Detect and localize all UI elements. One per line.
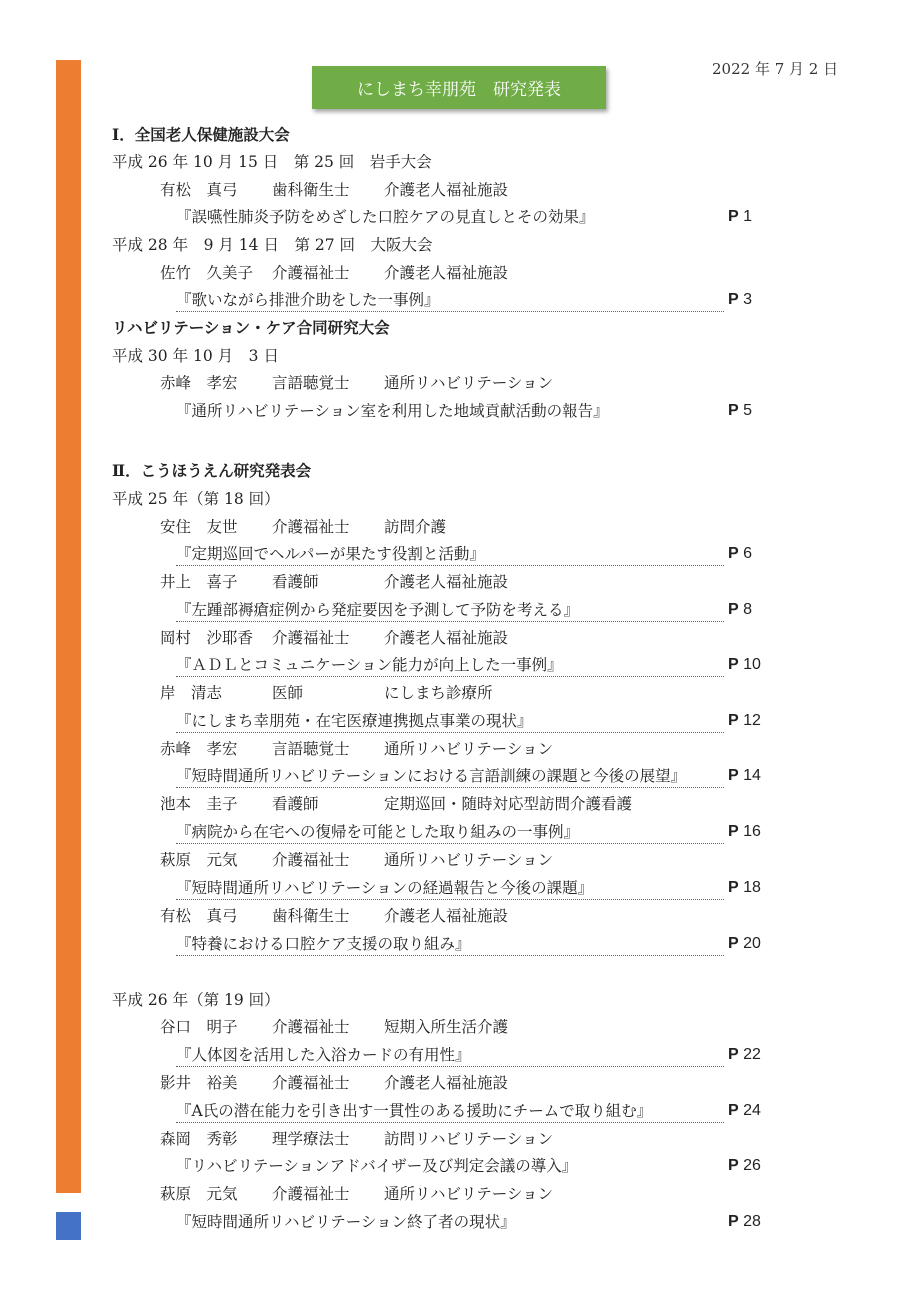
paper-title: 『短時間通所リハビリテーションの経過報告と今後の課題』 xyxy=(176,877,724,900)
page-prefix: P xyxy=(728,291,739,308)
author-name: 岡村 沙耶香 xyxy=(160,629,254,647)
page-ref xyxy=(728,765,761,787)
author-name: 影井 裕美 xyxy=(160,1074,238,1092)
page-prefix: P xyxy=(728,712,739,729)
page-prefix: P xyxy=(728,1157,739,1174)
author-facility: 訪問介護 xyxy=(384,518,447,536)
page-prefix: P xyxy=(728,879,739,896)
blue-side-square xyxy=(56,1212,81,1240)
author-line xyxy=(160,516,446,538)
author-line xyxy=(160,571,508,593)
author-facility: 通所リハビリテーション xyxy=(384,851,554,869)
page-ref xyxy=(728,877,761,899)
page-ref xyxy=(728,599,752,621)
page-ref xyxy=(728,1211,761,1233)
author-name: 森岡 秀彰 xyxy=(160,1130,238,1148)
page-title-text: にしまち幸朋苑 研究発表 xyxy=(357,80,561,100)
paper-title: 『通所リハビリテーション室を利用した地域貢献活動の報告』 xyxy=(176,402,609,420)
page-number: 26 xyxy=(743,1157,761,1174)
paper-title: 『短時間通所リハビリテーション終了者の現状』 xyxy=(176,1213,516,1231)
author-line xyxy=(160,1072,508,1094)
group-label: 平成 25 年（第 18 回） xyxy=(112,490,280,508)
author-role: 介護福祉士 xyxy=(272,629,350,647)
event-label: 平成 28 年 9 月 14 日 第 27 回 大阪大会 xyxy=(112,236,433,254)
author-role: 理学療法士 xyxy=(272,1130,350,1148)
author-role: 看護師 xyxy=(272,573,319,591)
page-prefix: P xyxy=(728,601,739,618)
paper-title: 『人体図を活用した入浴カードの有用性』 xyxy=(176,1044,724,1067)
page-ref xyxy=(728,289,752,311)
author-line xyxy=(160,1128,553,1150)
author-role: 看護師 xyxy=(272,795,319,813)
page-number: 12 xyxy=(743,712,761,729)
author-facility: 通所リハビリテーション xyxy=(384,1185,554,1203)
page-prefix: P xyxy=(728,935,739,952)
author-line xyxy=(160,738,553,760)
page-number: 5 xyxy=(743,402,753,419)
event-label: 平成 26 年 10 月 15 日 第 25 回 岩手大会 xyxy=(112,153,432,171)
author-facility: 通所リハビリテーション xyxy=(384,374,554,392)
section-2-heading: Ⅱ．こうほうえん研究発表会 xyxy=(112,461,312,480)
paper-title: 『にしまち幸朋苑・在宅医療連携拠点事業の現状』 xyxy=(176,710,724,733)
author-line xyxy=(160,179,508,201)
author-facility: 短期入所生活介護 xyxy=(384,1018,509,1036)
page-prefix: P xyxy=(728,545,739,562)
author-role: 歯科衛生士 xyxy=(272,181,350,199)
author-facility: にしまち診療所 xyxy=(384,684,493,702)
author-facility: 介護老人福祉施設 xyxy=(384,629,509,647)
paper-title: 『A氏の潜在能力を引き出す一貫性のある援助にチームで取り組む』 xyxy=(176,1100,724,1123)
page-prefix: P xyxy=(728,1213,739,1230)
author-facility: 定期巡回・随時対応型訪問介護看護 xyxy=(384,795,633,813)
page-prefix: P xyxy=(728,656,739,673)
page-prefix: P xyxy=(728,1046,739,1063)
page-number: 14 xyxy=(743,767,761,784)
author-line xyxy=(160,682,493,704)
author-facility: 介護老人福祉施設 xyxy=(384,1074,509,1092)
author-role: 医師 xyxy=(272,684,304,702)
author-name: 安住 友世 xyxy=(160,518,238,536)
author-role: 言語聴覚士 xyxy=(272,740,350,758)
page-ref xyxy=(728,933,761,955)
page-prefix: P xyxy=(728,208,739,225)
page-ref xyxy=(728,710,761,732)
author-facility: 介護老人福祉施設 xyxy=(384,264,509,282)
paper-title: 『歌いながら排泄介助をした一事例』 xyxy=(176,289,724,312)
author-line xyxy=(160,1183,553,1205)
author-name: 有松 真弓 xyxy=(160,181,238,199)
page-prefix: P xyxy=(728,823,739,840)
author-facility: 介護老人福祉施設 xyxy=(384,181,509,199)
author-role: 介護福祉士 xyxy=(272,1185,350,1203)
page-ref xyxy=(728,206,752,228)
page-number: 28 xyxy=(743,1213,761,1230)
page-number: 18 xyxy=(743,879,761,896)
author-name: 赤峰 孝宏 xyxy=(160,374,238,392)
author-facility: 介護老人福祉施設 xyxy=(384,573,509,591)
author-name: 有松 真弓 xyxy=(160,907,238,925)
author-line xyxy=(160,793,632,815)
group-label: 平成 26 年（第 19 回） xyxy=(112,991,280,1009)
page-number: 6 xyxy=(743,545,753,562)
page-number: 10 xyxy=(743,656,761,673)
author-line xyxy=(160,372,553,394)
author-line xyxy=(160,1016,508,1038)
page-ref xyxy=(728,654,761,676)
conference-heading: リハビリテーション・ケア合同研究大会 xyxy=(112,318,390,337)
author-role: 介護福祉士 xyxy=(272,851,350,869)
author-name: 谷口 明子 xyxy=(160,1018,238,1036)
page-number: 1 xyxy=(743,208,753,225)
page-number: 22 xyxy=(743,1046,761,1063)
section-1-heading: Ⅰ．全国老人保健施設大会 xyxy=(112,125,290,144)
author-name: 萩原 元気 xyxy=(160,851,238,869)
page-title xyxy=(312,66,606,109)
author-line xyxy=(160,849,553,871)
page-ref xyxy=(728,1155,761,1177)
paper-title: 『病院から在宅への復帰を可能とした取り組みの一事例』 xyxy=(176,821,724,844)
page-number: 24 xyxy=(743,1102,761,1119)
page-ref xyxy=(728,1100,761,1122)
author-role: 介護福祉士 xyxy=(272,1074,350,1092)
author-name: 佐竹 久美子 xyxy=(160,264,254,282)
paper-title: 『誤嚥性肺炎予防をめざした口腔ケアの見直しとその効果』 xyxy=(176,208,595,226)
author-name: 池本 圭子 xyxy=(160,795,238,813)
author-facility: 訪問リハビリテーション xyxy=(384,1130,554,1148)
author-name: 萩原 元気 xyxy=(160,1185,238,1203)
page-number: 8 xyxy=(743,601,753,618)
event-label: 平成 30 年 10 月 3 日 xyxy=(112,347,279,365)
author-role: 介護福祉士 xyxy=(272,1018,350,1036)
page-number: 20 xyxy=(743,935,761,952)
author-role: 介護福祉士 xyxy=(272,518,350,536)
author-line xyxy=(160,905,508,927)
page-number: 16 xyxy=(743,823,761,840)
author-line xyxy=(160,262,508,284)
paper-title: 『ＡＤＬとコミュニケーション能力が向上した一事例』 xyxy=(176,654,724,677)
page-ref xyxy=(728,400,752,422)
paper-title: 『リハビリテーションアドバイザー及び判定会議の導入』 xyxy=(176,1157,578,1175)
author-facility: 通所リハビリテーション xyxy=(384,740,554,758)
author-facility: 介護老人福祉施設 xyxy=(384,907,509,925)
page-number: 3 xyxy=(743,291,753,308)
page-ref xyxy=(728,821,761,843)
page-prefix: P xyxy=(728,402,739,419)
paper-title: 『左踵部褥瘡症例から発症要因を予測して予防を考える』 xyxy=(176,599,724,622)
page-prefix: P xyxy=(728,1102,739,1119)
page-ref xyxy=(728,543,752,565)
author-line xyxy=(160,627,508,649)
orange-side-bar xyxy=(56,60,81,1193)
paper-title: 『特養における口腔ケア支援の取り組み』 xyxy=(176,933,724,956)
author-name: 岸 清志 xyxy=(160,684,223,702)
document-date: 2022 年 7 月 2 日 xyxy=(712,60,839,78)
author-name: 井上 喜子 xyxy=(160,573,238,591)
paper-title: 『短時間通所リハビリテーションにおける言語訓練の課題と今後の展望』 xyxy=(176,765,724,788)
page-ref xyxy=(728,1044,761,1066)
author-role: 介護福祉士 xyxy=(272,264,350,282)
paper-title: 『定期巡回でヘルパーが果たす役割と活動』 xyxy=(176,543,724,566)
author-name: 赤峰 孝宏 xyxy=(160,740,238,758)
author-role: 言語聴覚士 xyxy=(272,374,350,392)
page-prefix: P xyxy=(728,767,739,784)
author-role: 歯科衛生士 xyxy=(272,907,350,925)
